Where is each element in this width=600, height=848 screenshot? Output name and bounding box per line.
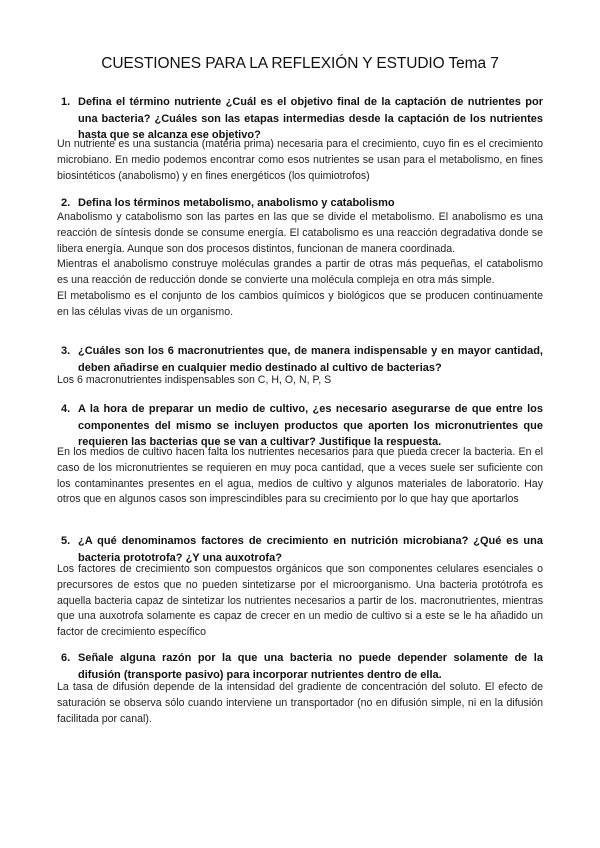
question-number: 3. [61, 345, 71, 357]
answer-1 [57, 137, 543, 184]
question-text: Señale alguna razón por la que una bacteria no puede depender solamente de la difusión (transporte pasivo) para incorporar nutrientes dentro de ella. [78, 652, 543, 681]
answer-paragraph: Anabolismo y catabolismo son las partes en las que se divide el metabolismo. El anabolismo es una reacción de síntesis donde se consume energía. El catabolismo es una reacción degradativa donde se libera energía. Aunque son dos procesos distintos, funcionan de manera coordinada. [57, 211, 543, 255]
answer-paragraph: Un nutriente es una sustancia (materia prima) necesaria para el crecimiento, cuyo fin es el crecimiento microbiano. En medio podemos encontrar como esos nutrientes se usan para el metabolismo, en fines biosintéticos (anabolismo) y en fines energéticos (los quimiotrofos) [57, 138, 543, 182]
question-number: 6. [61, 652, 71, 664]
question-text: ¿A qué denominamos factores de crecimiento en nutrición microbiana? ¿Qué es una bacteria prototrofa? ¿Y una auxotrofa? [78, 535, 543, 564]
answer-6 [57, 680, 543, 727]
answer-paragraph: El metabolismo es el conjunto de los cambios químicos y biológicos que se producen continuamente en las células vivas de un organismo. [57, 289, 543, 318]
question-6 [61, 650, 543, 683]
answer-3 [57, 373, 543, 389]
question-text: Defina los términos metabolismo, anabolismo y catabolismo [78, 197, 395, 209]
question-number: 4. [61, 403, 71, 415]
question-text: Defina el término nutriente ¿Cuál es el objetivo final de la captación de nutrientes por una bacteria? ¿Cuáles son las etapas intermedias desde la captación de los nutrientes hasta que se alcanza ese objetivo? [78, 96, 543, 141]
question-number: 1. [61, 96, 71, 108]
question-number: 5. [61, 535, 71, 547]
answer-paragraph: En los medios de cultivo hacen falta los nutrientes necesarios para que pueda crecer la bacteria. En el caso de los micronutrientes se requieren en muy poca cantidad, que a veces suele ser suficiente con los contaminantes presentes en el agua, medios de cultivo y algunos materiales de laboratorio. Hay otros que en algunos casos son imprescindibles para su crecimiento por lo que hay que aportarlos [57, 446, 543, 506]
answer-2 [57, 210, 543, 321]
question-number: 2. [61, 197, 71, 209]
answer-5 [57, 562, 543, 641]
answer-paragraph: Los 6 macronutrientes indispensables son C, H, O, N, P, S [57, 374, 332, 386]
question-text: ¿Cuáles son los 6 macronutrientes que, de manera indispensable y en mayor cantidad, deben añadirse en cualquier medio destinado al cultivo de bacterias? [78, 345, 543, 374]
question-4 [61, 401, 543, 451]
answer-paragraph: Mientras el anabolismo construye moléculas grandes a partir de otras más pequeñas, el catabolismo es una reacción de reducción donde se convierte una molécula compleja en otra más simple. [57, 258, 543, 287]
question-text: A la hora de preparar un medio de cultivo, ¿es necesario asegurarse de que entre los componentes del mismo se incluyen productos que aporten los micronutrientes que requieren las bacterias que se van a cultivar? Justifique la respuesta. [78, 403, 543, 448]
answer-paragraph: Los factores de crecimiento son compuestos orgánicos que son componentes celulares esenciales o precursores de estos que no pueden sintetizarse por el microorganismo. Una bacteria protótrofa es aquella bacteria capaz de sintetizar los nutrientes necesarios a partir de los. macronutrientes, mientras que una auxotrofa solamente es capaz de crecer en un medio de cultivo si a este se le ha añadido un factor de crecimiento específico [57, 563, 543, 639]
answer-paragraph: La tasa de difusión depende de la intensidad del gradiente de concentración del soluto. El efecto de saturación se observa sólo cuando interviene un transportador (no en difusión simple, ni en la difusión facilitada por canal). [57, 681, 543, 725]
answer-4 [57, 445, 543, 508]
question-3 [61, 343, 543, 376]
document-title: CUESTIONES PARA LA REFLEXIÓN Y ESTUDIO Tema 7 [101, 55, 499, 72]
